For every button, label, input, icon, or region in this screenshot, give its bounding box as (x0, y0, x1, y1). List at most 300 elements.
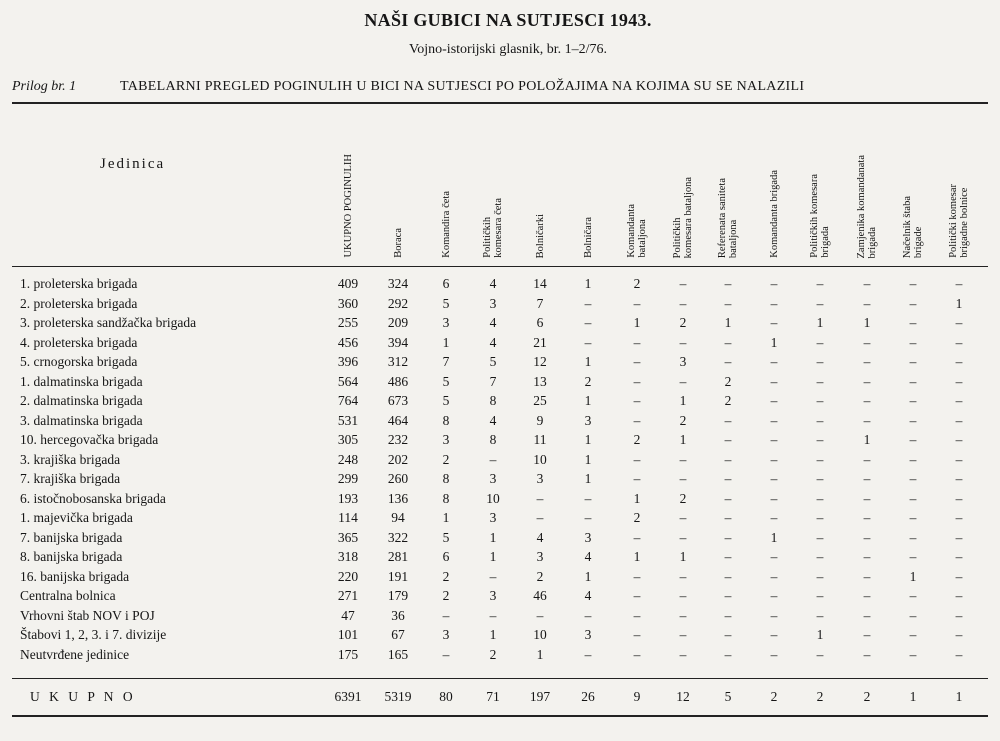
table-cell: – (770, 354, 778, 369)
table-cell: – (724, 334, 732, 350)
table-cell: – (679, 334, 687, 350)
table-cell: – (584, 646, 592, 662)
table-cell: – (955, 432, 963, 447)
table-cell: 764 (337, 393, 359, 408)
table-cell: 175 (337, 646, 359, 662)
table-cell: 21 (533, 334, 547, 350)
table-cell: 322 (387, 529, 409, 545)
table-cell: 9 (536, 412, 544, 428)
table-cell: – (770, 549, 778, 564)
table-cell: – (863, 510, 871, 525)
table-cell: 101 (337, 627, 359, 642)
table-cell: – (909, 646, 917, 662)
table-cell: 1 (633, 549, 641, 564)
table-cell: 2 (724, 373, 732, 389)
total-cell: 2 (816, 689, 824, 704)
table-cell: – (816, 529, 824, 545)
table-cell: – (955, 276, 963, 291)
table-cell: – (724, 646, 732, 662)
table-cell: 1 (770, 334, 778, 350)
table-cell: – (770, 568, 778, 584)
table-cell: – (863, 568, 871, 584)
table-cell: – (909, 588, 917, 603)
table-cell: 1 (584, 393, 592, 408)
table-cell: – (584, 607, 592, 623)
table-cell: 318 (337, 549, 359, 564)
table-cell: – (909, 432, 917, 447)
table-cell: – (770, 412, 778, 428)
table-cell: 6 (536, 315, 544, 330)
table-cell: – (770, 607, 778, 623)
table-cell: 2 (489, 646, 497, 662)
table-cell: 7 (442, 354, 450, 369)
unit-name: 4. proleterska brigada (20, 334, 138, 350)
appendix-label: Prilog br. 1 (12, 79, 77, 94)
table-cell: 2 (679, 490, 687, 506)
table-cell: 193 (337, 490, 359, 506)
table-row (0, 276, 1000, 295)
table-cell: 67 (391, 627, 405, 642)
table-cell: – (909, 334, 917, 350)
table-cell: 260 (387, 471, 409, 486)
table-cell: – (863, 588, 871, 603)
table-cell: 3 (679, 354, 687, 369)
table-cell: 4 (489, 412, 497, 428)
table-row (0, 432, 1000, 451)
table-cell: 5 (442, 529, 450, 545)
table-cell: 1 (442, 334, 450, 350)
table-cell: 673 (387, 393, 409, 408)
table-cell: 1 (955, 295, 963, 311)
table-cell: 3 (489, 588, 497, 603)
table-cell: 1 (863, 432, 871, 447)
unit-name: 5. crnogorska brigada (20, 354, 138, 369)
source-citation: Vojno-istorijski glasnik, br. 1–2/76. (408, 42, 608, 57)
table-cell: – (909, 529, 917, 545)
column-header-3: Komandira četa (440, 191, 452, 258)
table-cell: 1 (863, 315, 871, 330)
table-row (0, 647, 1000, 666)
table-cell: 1 (816, 315, 824, 330)
table-cell: – (863, 627, 871, 642)
table-row (0, 491, 1000, 510)
table-cell: – (863, 393, 871, 408)
table-cell: – (955, 393, 963, 408)
table-cell: 1 (584, 451, 592, 467)
table-row (0, 549, 1000, 568)
total-cell: 5 (724, 689, 732, 704)
table-cell: – (816, 607, 824, 623)
table-cell: 4 (489, 334, 497, 350)
table-cell: 1 (633, 315, 641, 330)
rule-bottom (12, 715, 988, 717)
unit-name: 1. proleterska brigada (20, 276, 138, 291)
table-cell: – (816, 432, 824, 447)
total-label: U K U P N O (30, 689, 136, 704)
table-cell: 3 (489, 295, 497, 311)
table-cell: 7 (489, 373, 497, 389)
table-cell: – (863, 607, 871, 623)
table-cell: – (770, 588, 778, 603)
table-title: TABELARNI PREGLED POGINULIH U BICI NA SUTJESCI PO POLOŽAJIMA NA KOJIMA SU SE NALAZILI (120, 79, 805, 94)
table-cell: 2 (536, 568, 544, 584)
column-header-13: Načelnik štaba brigade (902, 195, 924, 258)
table-cell: 365 (337, 529, 359, 545)
table-cell: 2 (442, 568, 450, 584)
table-cell: – (955, 510, 963, 525)
table-cell: – (679, 646, 687, 662)
table-cell: – (724, 568, 732, 584)
table-cell: – (863, 471, 871, 486)
table-cell: 1 (770, 529, 778, 545)
table-cell: – (724, 354, 732, 369)
table-row (0, 588, 1000, 607)
table-cell: 255 (337, 315, 359, 330)
total-cell: 26 (581, 689, 595, 704)
column-header-11: Političkih komesara brigada (809, 174, 831, 258)
table-cell: 1 (679, 549, 687, 564)
table-cell: – (633, 393, 641, 408)
table-cell: – (816, 393, 824, 408)
table-cell: – (770, 432, 778, 447)
unit-name: 3. krajiška brigada (20, 451, 121, 467)
column-header-14: Politički komesar brigadne bolnice (948, 184, 970, 258)
table-cell: 281 (387, 549, 409, 564)
table-cell: 2 (679, 315, 687, 330)
table-cell: – (955, 588, 963, 603)
table-cell: – (724, 490, 732, 506)
table-row (0, 569, 1000, 588)
table-cell: – (770, 627, 778, 642)
column-header-2: Boraca (392, 228, 404, 258)
table-cell: – (633, 412, 641, 428)
table-cell: 1 (679, 393, 687, 408)
column-header-4: Političkih komesara četa (482, 198, 504, 258)
table-cell: – (863, 295, 871, 311)
table-cell: – (442, 646, 450, 662)
table-cell: 5 (442, 393, 450, 408)
table-cell: – (863, 354, 871, 369)
table-row (0, 393, 1000, 412)
table-cell: – (909, 510, 917, 525)
table-cell: – (679, 529, 687, 545)
total-cell: 197 (529, 689, 551, 704)
table-cell: 324 (387, 276, 409, 291)
unit-name: 7. krajiška brigada (20, 471, 121, 486)
table-cell: 4 (584, 549, 592, 564)
table-cell: 292 (387, 295, 409, 311)
table-cell: – (816, 510, 824, 525)
table-cell: – (679, 295, 687, 311)
table-cell: 8 (442, 471, 450, 486)
table-cell: 47 (341, 607, 355, 623)
unit-name: 3. proleterska sandžačka brigada (20, 315, 197, 330)
table-row (0, 335, 1000, 354)
table-cell: 1 (489, 529, 497, 545)
table-cell: 8 (489, 432, 497, 447)
table-row (0, 452, 1000, 471)
total-cell: 80 (439, 689, 453, 704)
table-cell: – (584, 490, 592, 506)
table-cell: 312 (387, 354, 409, 369)
table-cell: – (536, 607, 544, 623)
table-cell: 6 (442, 276, 450, 291)
table-cell: – (955, 451, 963, 467)
table-cell: – (584, 510, 592, 525)
table-cell: 8 (442, 490, 450, 506)
column-header-5: Bolničarki (534, 213, 546, 258)
table-cell: – (770, 646, 778, 662)
table-cell: – (909, 607, 917, 623)
table-cell: 305 (337, 432, 359, 447)
table-cell: 248 (337, 451, 359, 467)
unit-name: 16. banijska brigada (20, 568, 130, 584)
table-cell: 1 (679, 432, 687, 447)
column-header-7: Komandanta bataljona (626, 204, 648, 258)
unit-name: 6. istočnobosanska brigada (20, 490, 166, 506)
unit-name: 1. dalmatinska brigada (20, 373, 143, 389)
total-cell: 12 (676, 689, 690, 704)
table-cell: – (584, 295, 592, 311)
table-cell: – (909, 451, 917, 467)
table-cell: – (863, 646, 871, 662)
unit-name: 2. proleterska brigada (20, 295, 138, 311)
table-cell: – (955, 354, 963, 369)
table-cell: 10 (533, 451, 547, 467)
table-cell: – (633, 451, 641, 467)
table-cell: – (770, 276, 778, 291)
table-cell: – (679, 276, 687, 291)
table-cell: – (584, 334, 592, 350)
table-cell: 114 (338, 510, 358, 525)
table-cell: – (955, 334, 963, 350)
table-cell: 271 (337, 588, 359, 603)
table-cell: 486 (387, 373, 409, 389)
unit-name: Centralna bolnica (20, 588, 116, 603)
table-cell: 1 (584, 432, 592, 447)
table-cell: – (816, 471, 824, 486)
table-cell: 3 (536, 471, 544, 486)
table-cell: 1 (909, 568, 917, 584)
table-cell: – (536, 510, 544, 525)
unit-name: 2. dalmatinska brigada (20, 393, 143, 408)
table-cell: – (633, 354, 641, 369)
total-cell: 2 (863, 689, 871, 704)
table-cell: – (724, 295, 732, 311)
table-cell: 2 (633, 510, 641, 525)
table-cell: 136 (387, 490, 409, 506)
table-cell: 1 (442, 510, 450, 525)
table-cell: 1 (584, 568, 592, 584)
table-cell: 13 (533, 373, 547, 389)
table-cell: – (770, 510, 778, 525)
column-header-9: Referenata saniteta bataljona (717, 177, 739, 258)
table-cell: 94 (391, 510, 405, 525)
page-title: NAŠI GUBICI NA SUTJESCI 1943. (364, 10, 652, 30)
table-cell: – (955, 627, 963, 642)
table-cell: – (770, 393, 778, 408)
table-cell: 14 (533, 276, 547, 291)
table-cell: – (724, 607, 732, 623)
table-cell: 1 (489, 549, 497, 564)
table-cell: – (816, 588, 824, 603)
table-cell: – (489, 568, 497, 584)
table-cell: – (770, 315, 778, 330)
table-cell: 5 (442, 373, 450, 389)
table-cell: 12 (533, 354, 547, 369)
table-cell: – (724, 276, 732, 291)
table-cell: – (489, 607, 497, 623)
table-cell: 46 (533, 588, 547, 603)
table-cell: – (909, 295, 917, 311)
table-cell: 3 (442, 432, 450, 447)
table-cell: – (633, 588, 641, 603)
table-cell: – (955, 490, 963, 506)
table-cell: – (633, 607, 641, 623)
table-cell: 8 (442, 412, 450, 428)
table-cell: – (863, 549, 871, 564)
table-cell: – (633, 471, 641, 486)
table-cell: 6 (442, 549, 450, 564)
table-cell: 4 (489, 315, 497, 330)
unit-name: 3. dalmatinska brigada (20, 412, 143, 428)
table-cell: – (442, 607, 450, 623)
table-cell: 394 (387, 334, 409, 350)
table-cell: 202 (387, 451, 409, 467)
column-header-6: Bolničara (582, 217, 594, 258)
table-cell: – (584, 315, 592, 330)
table-cell: – (863, 334, 871, 350)
table-cell: – (770, 451, 778, 467)
table-cell: 10 (486, 490, 500, 506)
table-cell: 456 (337, 334, 359, 350)
unit-name: 1. majevička brigada (20, 510, 133, 525)
table-cell: 1 (489, 627, 497, 642)
table-cell: – (724, 471, 732, 486)
table-row (0, 530, 1000, 549)
table-row (0, 627, 1000, 646)
table-cell: 1 (816, 627, 824, 642)
unit-name: Neutvrđene jedinice (20, 646, 130, 662)
table-cell: – (536, 490, 544, 506)
total-cell: 5319 (384, 689, 412, 704)
table-cell: – (770, 295, 778, 311)
table-cell: 5 (442, 295, 450, 311)
column-header-10: Komandanta brigada (768, 170, 780, 258)
table-cell: – (955, 315, 963, 330)
table-cell: – (955, 529, 963, 545)
unit-name: 8. banijska brigada (20, 549, 123, 564)
total-cell: 1 (955, 689, 963, 704)
table-cell: 209 (387, 315, 409, 330)
table-cell: 409 (337, 276, 359, 291)
table-cell: 4 (489, 276, 497, 291)
table-cell: 8 (489, 393, 497, 408)
table-cell: 1 (536, 646, 544, 662)
column-header-1: UKUPNO POGINULIH (342, 154, 354, 258)
table-cell: – (679, 568, 687, 584)
table-cell: – (724, 627, 732, 642)
total-cell: 71 (486, 689, 500, 704)
table-cell: 2 (442, 451, 450, 467)
table-cell: – (816, 295, 824, 311)
table-cell: 10 (533, 627, 547, 642)
table-cell: 1 (584, 471, 592, 486)
table-cell: – (909, 549, 917, 564)
unit-name: Vrhovni štab NOV i POJ (20, 607, 155, 623)
table-cell: 3 (536, 549, 544, 564)
table-cell: – (816, 354, 824, 369)
total-cell: 2 (770, 689, 778, 704)
table-cell: 165 (387, 646, 409, 662)
table-cell: – (909, 276, 917, 291)
table-cell: – (909, 393, 917, 408)
table-row (0, 510, 1000, 529)
table-cell: – (633, 373, 641, 389)
row-header-jedinica: Jedinica (100, 156, 166, 172)
table-cell: 2 (633, 432, 641, 447)
table-cell: – (679, 510, 687, 525)
table-cell: – (633, 334, 641, 350)
table-cell: – (863, 276, 871, 291)
table-cell: 360 (337, 295, 359, 311)
table-cell: 3 (442, 627, 450, 642)
table-cell: – (955, 646, 963, 662)
table-cell: – (816, 334, 824, 350)
table-cell: – (863, 490, 871, 506)
table-cell: – (863, 529, 871, 545)
table-cell: 396 (337, 354, 359, 369)
table-cell: 3 (489, 471, 497, 486)
table-cell: – (679, 471, 687, 486)
table-cell: – (863, 412, 871, 428)
table-cell: 1 (724, 315, 732, 330)
table-cell: – (724, 510, 732, 525)
table-row (0, 374, 1000, 393)
table-cell: – (679, 607, 687, 623)
table-cell: – (770, 471, 778, 486)
column-header-12: Zamjenika komandanata brigada (856, 154, 878, 258)
table-cell: – (816, 276, 824, 291)
table-cell: 7 (536, 295, 544, 311)
table-cell: – (816, 568, 824, 584)
table-cell: – (679, 627, 687, 642)
table-cell: 1 (633, 490, 641, 506)
table-cell: – (679, 588, 687, 603)
table-cell: – (863, 373, 871, 389)
table-cell: 36 (391, 607, 405, 623)
table-cell: – (909, 412, 917, 428)
table-cell: 5 (489, 354, 497, 369)
table-cell: – (955, 471, 963, 486)
table-cell: – (816, 549, 824, 564)
column-header-8: Političkih komesara bataljona (672, 176, 694, 258)
table-cell: 4 (584, 588, 592, 603)
unit-name: 7. banijska brigada (20, 529, 123, 545)
table-row (0, 608, 1000, 627)
table-row (0, 296, 1000, 315)
table-cell: 11 (533, 432, 547, 447)
table-cell: 1 (584, 276, 592, 291)
table-cell: – (955, 607, 963, 623)
table-cell: 464 (387, 412, 409, 428)
table-cell: – (633, 529, 641, 545)
table-cell: 25 (533, 393, 547, 408)
table-cell: 531 (337, 412, 359, 428)
table-cell: 3 (584, 412, 592, 428)
table-cell: – (955, 412, 963, 428)
table-cell: 220 (337, 568, 359, 584)
